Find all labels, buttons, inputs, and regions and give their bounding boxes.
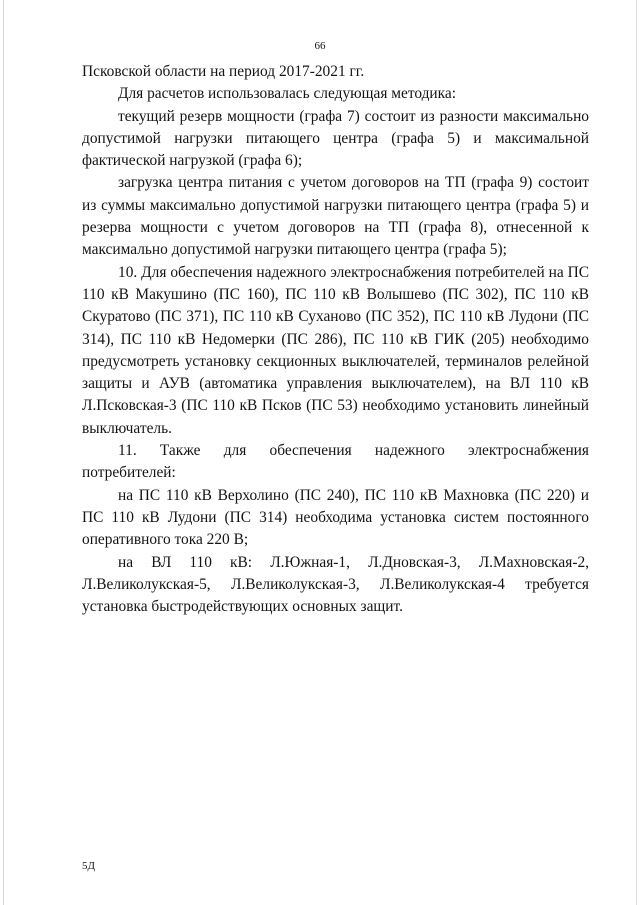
paragraph-item-11: 11. Также для обеспечения надежного электроснабжения потребителей:	[82, 442, 589, 482]
paragraph-fast-protection: на ВЛ 110 кВ: Л.Южная-1, Л.Дновская-3, Л.Махновская-2, Л.Великолукская-5, Л.Великолукская-3, Л.Великолукская-4 требуется установка быстродействующих основных защит.	[82, 553, 589, 616]
paragraph-item-10: 10. Для обеспечения надежного электроснабжения потребителей на ПС 110 кВ Макушино (ПС 160), ПС 110 кВ Волышево (ПС 302), ПС 110 кВ Скуратово (ПС 371), ПС 110 кВ Суханово (ПС 352), ПС 110 кВ Лудони (ПС 314), ПС 110 кВ Недомерки (ПС 286), ПС 110 кВ ГИК (205) необходимо предусмотреть установку секционных выключателей, терминалов релейной защиты и АУВ (автоматика управления выключателем), на ВЛ 110 кВ Л.Псковская-3 (ПС 110 кВ Псков (ПС 53) необходимо установить линейный выключатель.	[82, 263, 589, 437]
paragraph-load-with-contracts: загрузка центра питания с учетом договоров на ТП (графа 9) состоит из суммы максимально допустимой нагрузки питающего центра (графа 5) и резерва мощности с учетом договоров на ТП (графа 8), отнесенной к максимально допустимой нагрузки питающего центра (графа 5);	[82, 174, 589, 259]
paragraph-current-reserve: текущий резерв мощности (графа 7) состоит из разности максимально допустимой нагрузки питающего центра (графа 5) и максимальной фактической нагрузкой (графа 6);	[82, 107, 589, 170]
footer-mark: 5Д	[82, 860, 96, 872]
document-body	[82, 61, 589, 618]
paragraph-methodology-intro: Для расчетов использовалась следующая методика:	[118, 85, 457, 103]
page-edge-right	[636, 0, 637, 905]
paragraph-dc-systems: на ПС 110 кВ Верхолино (ПС 240), ПС 110 кВ Махновка (ПС 220) и ПС 110 кВ Лудони (ПС 314) необходима установка систем постоянного оперативного тока 220 В;	[82, 486, 589, 549]
paragraph-region-period: Псковской области на период 2017-2021 гг.	[82, 63, 365, 80]
page-number: 66	[314, 40, 326, 52]
page-edge-left	[3, 0, 4, 905]
